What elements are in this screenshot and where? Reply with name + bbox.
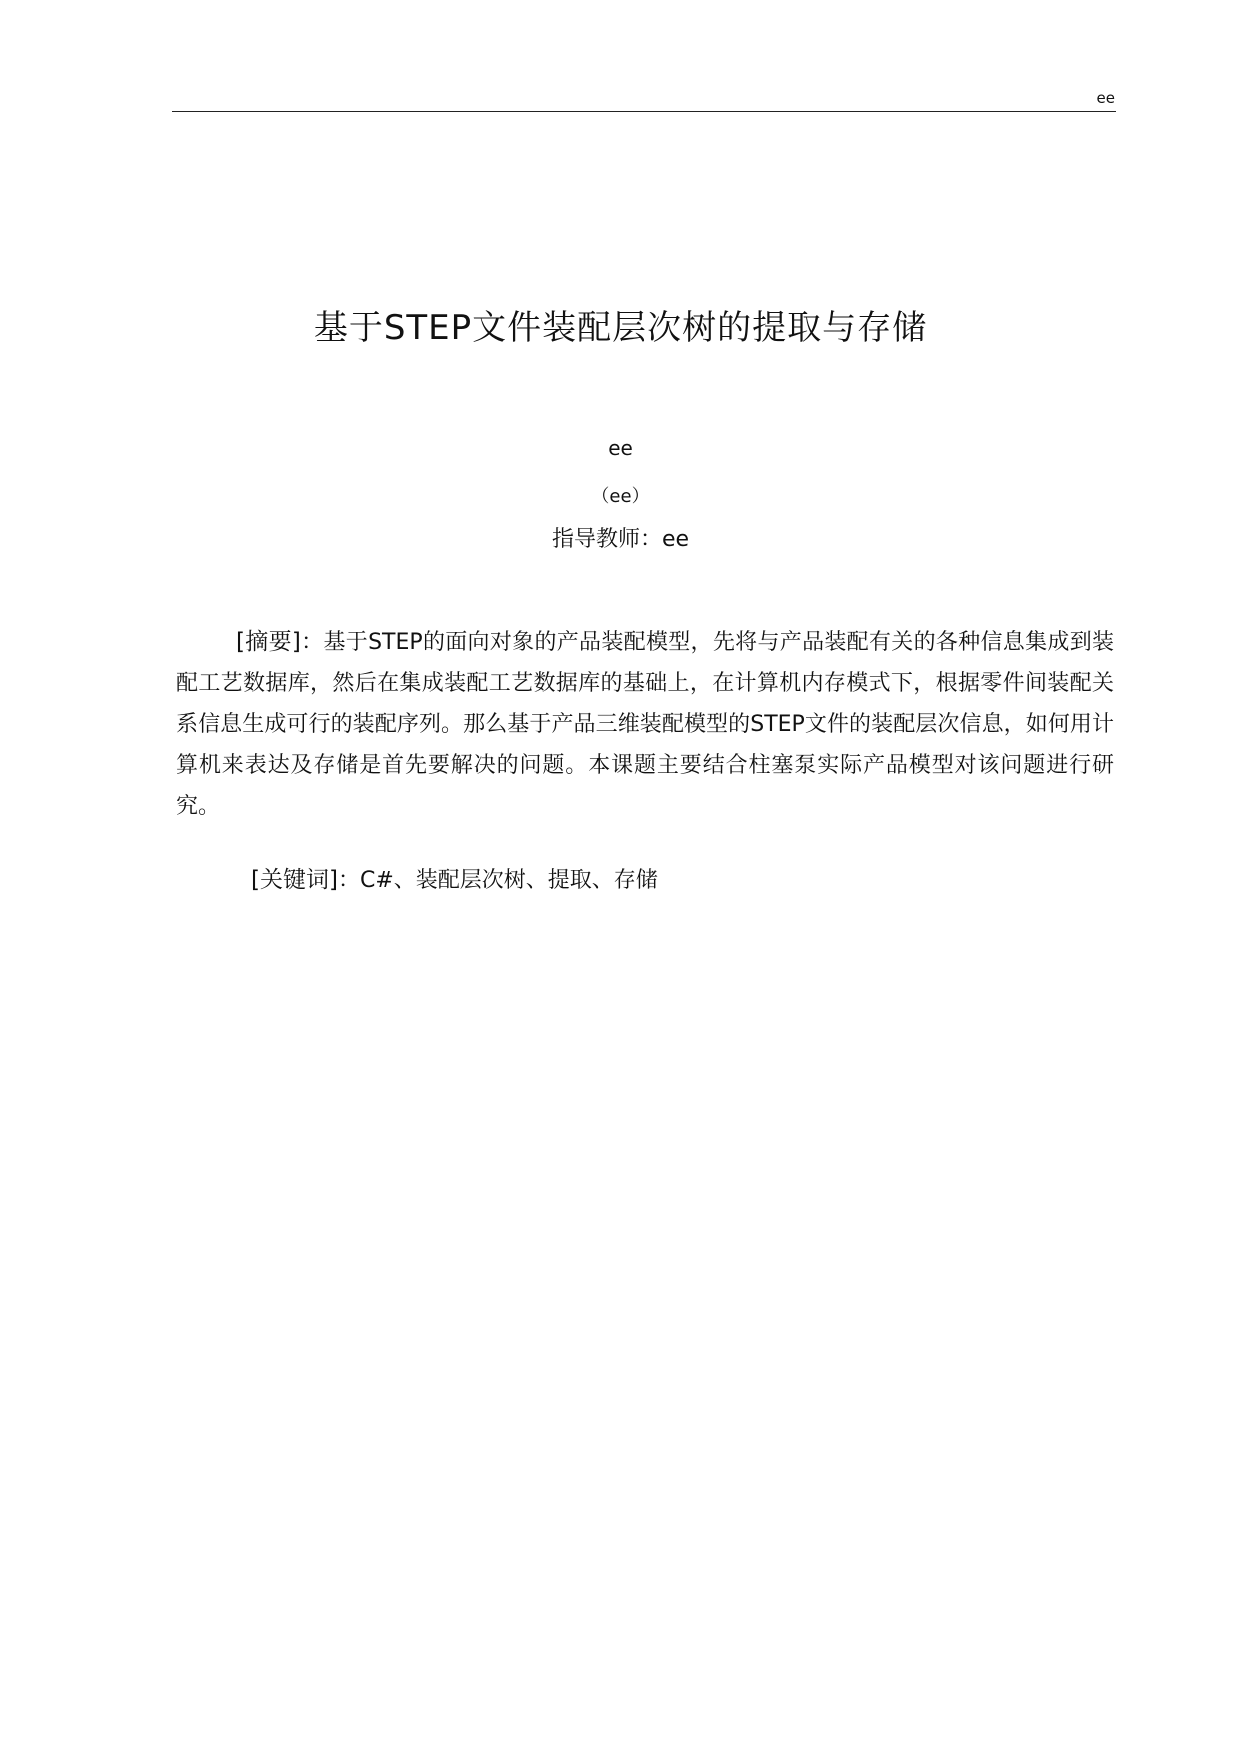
advisor-line: 指导教师：ee xyxy=(551,527,690,552)
abstract-paragraph xyxy=(176,622,1114,827)
keywords-text: ：C#、装配层次树、提取、存储 xyxy=(337,868,658,893)
author-affiliation: （ee） xyxy=(591,486,650,507)
keywords-line xyxy=(251,860,658,901)
keywords-label: [关键词] xyxy=(251,867,338,893)
document-title: 基于STEP文件装配层次树的提取与存储 xyxy=(313,308,928,348)
author-name: ee xyxy=(608,436,633,460)
header-text: ee xyxy=(1096,89,1115,107)
abstract-text: ：基于STEP的面向对象的产品装配模型，先将与产品装配有关的各种信息集成到装配工艺数据库，然后在集成装配工艺数据库的基础上，在计算机内存模式下，根据零件间装配关系信息生成可行的装配序列。那么基于产品三维装配模型的STEP文件的装配层次信息，如何用计算机来表达及存储是首先要解决的问题。本课题主要结合柱塞泵实际产品模型对该问题进行研究。 xyxy=(176,630,1114,819)
abstract-label: [摘要] xyxy=(236,629,301,655)
header-rule xyxy=(172,111,1116,112)
